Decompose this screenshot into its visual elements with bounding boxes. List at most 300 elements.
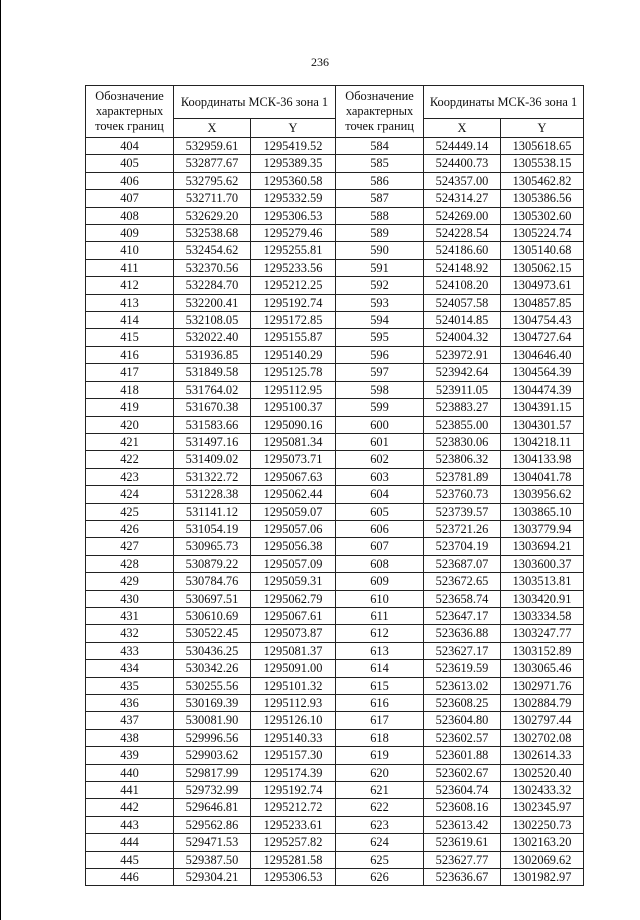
x-coord-left: 532629.20: [174, 207, 251, 224]
y-coord-right: 1305618.65: [501, 138, 584, 155]
table-row: [86, 677, 584, 694]
table-row: [86, 834, 584, 851]
point-id-left: 419: [86, 399, 174, 416]
point-id-left: 436: [86, 695, 174, 712]
point-id-right: 626: [336, 869, 424, 886]
x-coord-left: 532795.62: [174, 172, 251, 189]
point-id-left: 440: [86, 764, 174, 781]
point-id-right: 615: [336, 677, 424, 694]
y-coord-right: 1302702.08: [501, 729, 584, 746]
x-coord-right: 524004.32: [424, 329, 501, 346]
y-header-right: Y: [501, 119, 584, 138]
x-coord-left: 530697.51: [174, 590, 251, 607]
y-coord-right: 1304391.15: [501, 399, 584, 416]
y-coord-right: 1302520.40: [501, 764, 584, 781]
y-coord-right: 1302884.79: [501, 695, 584, 712]
y-coord-right: 1304973.61: [501, 277, 584, 294]
page-number: 236: [311, 55, 329, 69]
point-id-left: 435: [86, 677, 174, 694]
x-coord-left: 531228.38: [174, 486, 251, 503]
y-coord-left: 1295306.53: [251, 207, 336, 224]
table-row: [86, 747, 584, 764]
x-coord-right: 524057.58: [424, 294, 501, 311]
y-coord-left: 1295281.58: [251, 851, 336, 868]
table-row: [86, 695, 584, 712]
x-coord-right: 523627.77: [424, 851, 501, 868]
y-coord-right: 1302433.32: [501, 782, 584, 799]
coord-system-header-left: Координаты МСК-36 зона 1: [174, 86, 336, 119]
table-row: [86, 225, 584, 242]
point-id-left: 439: [86, 747, 174, 764]
x-coord-left: 529646.81: [174, 799, 251, 816]
y-coord-right: 1304041.78: [501, 468, 584, 485]
point-id-right: 594: [336, 312, 424, 329]
y-coord-right: 1303247.77: [501, 625, 584, 642]
y-coord-left: 1295056.38: [251, 538, 336, 555]
table-row: [86, 712, 584, 729]
x-coord-left: 531141.12: [174, 503, 251, 520]
y-coord-right: 1304133.98: [501, 451, 584, 468]
y-coord-left: 1295172.85: [251, 312, 336, 329]
x-coord-left: 531322.72: [174, 468, 251, 485]
point-id-left: 416: [86, 346, 174, 363]
x-coord-right: 524108.20: [424, 277, 501, 294]
x-coord-right: 523781.89: [424, 468, 501, 485]
point-id-right: 609: [336, 573, 424, 590]
y-coord-left: 1295062.79: [251, 590, 336, 607]
x-coord-right: 524269.00: [424, 207, 501, 224]
point-id-right: 614: [336, 660, 424, 677]
y-coord-right: 1305538.15: [501, 155, 584, 172]
y-coord-right: 1303779.94: [501, 520, 584, 537]
x-coord-left: 529817.99: [174, 764, 251, 781]
x-coord-left: 531497.16: [174, 433, 251, 450]
y-coord-left: 1295140.33: [251, 729, 336, 746]
x-coord-right: 523604.74: [424, 782, 501, 799]
table-row: [86, 764, 584, 781]
y-coord-right: 1302163.20: [501, 834, 584, 851]
x-coord-right: 523613.02: [424, 677, 501, 694]
point-id-right: 584: [336, 138, 424, 155]
y-coord-right: 1304474.39: [501, 381, 584, 398]
x-coord-right: 523760.73: [424, 486, 501, 503]
table-row: [86, 625, 584, 642]
x-coord-right: 524148.92: [424, 259, 501, 276]
scan-edge: [0, 0, 1, 920]
point-id-right: 592: [336, 277, 424, 294]
point-id-left: 414: [86, 312, 174, 329]
y-coord-left: 1295140.29: [251, 346, 336, 363]
point-id-right: 608: [336, 555, 424, 572]
x-coord-right: 523602.57: [424, 729, 501, 746]
point-id-left: 430: [86, 590, 174, 607]
x-coord-right: 524186.60: [424, 242, 501, 259]
x-coord-right: 523806.32: [424, 451, 501, 468]
point-id-left: 406: [86, 172, 174, 189]
y-coord-left: 1295255.81: [251, 242, 336, 259]
table-row: [86, 729, 584, 746]
y-coord-right: 1303694.21: [501, 538, 584, 555]
point-id-left: 410: [86, 242, 174, 259]
point-id-right: 585: [336, 155, 424, 172]
point-id-left: 427: [86, 538, 174, 555]
point-id-left: 420: [86, 416, 174, 433]
x-coord-right: 523602.67: [424, 764, 501, 781]
point-id-right: 612: [336, 625, 424, 642]
point-id-right: 588: [336, 207, 424, 224]
point-id-right: 618: [336, 729, 424, 746]
x-coord-left: 532200.41: [174, 294, 251, 311]
point-id-right: 620: [336, 764, 424, 781]
point-id-right: 616: [336, 695, 424, 712]
point-id-right: 619: [336, 747, 424, 764]
y-coord-right: 1304857.85: [501, 294, 584, 311]
table-row: [86, 642, 584, 659]
y-coord-left: 1295125.78: [251, 364, 336, 381]
point-id-right: 586: [336, 172, 424, 189]
point-id-left: 434: [86, 660, 174, 677]
x-coord-left: 531764.02: [174, 381, 251, 398]
point-id-right: 603: [336, 468, 424, 485]
x-coord-left: 530610.69: [174, 607, 251, 624]
x-coord-left: 530342.26: [174, 660, 251, 677]
x-coord-right: 523636.88: [424, 625, 501, 642]
x-coord-left: 529996.56: [174, 729, 251, 746]
x-coord-left: 530081.90: [174, 712, 251, 729]
x-coord-left: 531409.02: [174, 451, 251, 468]
x-coord-right: 523636.67: [424, 869, 501, 886]
point-id-left: 409: [86, 225, 174, 242]
table-row: [86, 416, 584, 433]
point-id-left: 425: [86, 503, 174, 520]
x-coord-right: 523627.17: [424, 642, 501, 659]
table-row: [86, 538, 584, 555]
x-coord-left: 531936.85: [174, 346, 251, 363]
x-coord-left: 530879.22: [174, 555, 251, 572]
y-coord-right: 1302797.44: [501, 712, 584, 729]
point-id-left: 408: [86, 207, 174, 224]
y-coord-right: 1304727.64: [501, 329, 584, 346]
table-row: [86, 138, 584, 155]
x-header-left: X: [174, 119, 251, 138]
table-row: [86, 520, 584, 537]
x-coord-right: 524357.00: [424, 172, 501, 189]
y-coord-right: 1301982.97: [501, 869, 584, 886]
point-id-right: 625: [336, 851, 424, 868]
table-row: [86, 590, 584, 607]
x-coord-left: 531670.38: [174, 399, 251, 416]
x-coord-right: 524449.14: [424, 138, 501, 155]
point-id-right: 605: [336, 503, 424, 520]
table-row: [86, 242, 584, 259]
x-coord-right: 523687.07: [424, 555, 501, 572]
y-coord-left: 1295059.07: [251, 503, 336, 520]
coordinates-table: [85, 85, 584, 886]
point-id-left: 429: [86, 573, 174, 590]
y-coord-left: 1295389.35: [251, 155, 336, 172]
table-row: [86, 607, 584, 624]
y-coord-left: 1295081.34: [251, 433, 336, 450]
point-id-right: 596: [336, 346, 424, 363]
point-id-right: 595: [336, 329, 424, 346]
point-id-right: 613: [336, 642, 424, 659]
y-coord-left: 1295112.93: [251, 695, 336, 712]
table-row: [86, 190, 584, 207]
table-row: [86, 573, 584, 590]
table-row: [86, 782, 584, 799]
y-coord-right: 1305224.74: [501, 225, 584, 242]
point-id-left: 404: [86, 138, 174, 155]
y-coord-right: 1303152.89: [501, 642, 584, 659]
y-coord-left: 1295057.09: [251, 555, 336, 572]
y-coord-left: 1295101.32: [251, 677, 336, 694]
point-id-left: 421: [86, 433, 174, 450]
y-coord-left: 1295306.53: [251, 869, 336, 886]
table-row: [86, 364, 584, 381]
x-coord-left: 530522.45: [174, 625, 251, 642]
x-coord-left: 529903.62: [174, 747, 251, 764]
x-coord-left: 532022.40: [174, 329, 251, 346]
table-row: [86, 816, 584, 833]
table-row: [86, 294, 584, 311]
point-id-right: 606: [336, 520, 424, 537]
x-coord-left: 532538.68: [174, 225, 251, 242]
y-coord-right: 1303334.58: [501, 607, 584, 624]
table-row: [86, 381, 584, 398]
x-coord-left: 532959.61: [174, 138, 251, 155]
y-coord-right: 1305302.60: [501, 207, 584, 224]
point-id-left: 411: [86, 259, 174, 276]
x-coord-left: 531849.58: [174, 364, 251, 381]
x-coord-right: 524314.27: [424, 190, 501, 207]
x-coord-right: 523672.65: [424, 573, 501, 590]
point-id-left: 424: [86, 486, 174, 503]
point-id-right: 607: [336, 538, 424, 555]
x-coord-left: 532454.62: [174, 242, 251, 259]
table-row: [86, 555, 584, 572]
point-id-left: 417: [86, 364, 174, 381]
x-coord-left: 532284.70: [174, 277, 251, 294]
x-coord-right: 523647.17: [424, 607, 501, 624]
x-header-right: X: [424, 119, 501, 138]
point-id-right: 624: [336, 834, 424, 851]
y-coord-left: 1295100.37: [251, 399, 336, 416]
y-coord-left: 1295192.74: [251, 294, 336, 311]
y-coord-left: 1295233.56: [251, 259, 336, 276]
x-coord-right: 524014.85: [424, 312, 501, 329]
x-coord-right: 523608.16: [424, 799, 501, 816]
point-id-right: 591: [336, 259, 424, 276]
y-coord-left: 1295059.31: [251, 573, 336, 590]
x-coord-right: 523613.42: [424, 816, 501, 833]
point-id-left: 446: [86, 869, 174, 886]
x-coord-right: 523911.05: [424, 381, 501, 398]
table-row: [86, 346, 584, 363]
y-coord-left: 1295081.37: [251, 642, 336, 659]
point-id-left: 433: [86, 642, 174, 659]
y-coord-right: 1303065.46: [501, 660, 584, 677]
y-coord-right: 1304754.43: [501, 312, 584, 329]
x-coord-right: 523604.80: [424, 712, 501, 729]
y-coord-left: 1295332.59: [251, 190, 336, 207]
x-coord-right: 523704.19: [424, 538, 501, 555]
y-coord-right: 1303865.10: [501, 503, 584, 520]
point-id-left: 432: [86, 625, 174, 642]
point-id-left: 407: [86, 190, 174, 207]
coord-system-header-right: Координаты МСК-36 зона 1: [424, 86, 584, 119]
x-coord-right: 523619.59: [424, 660, 501, 677]
point-id-right: 610: [336, 590, 424, 607]
y-coord-right: 1304564.39: [501, 364, 584, 381]
y-coord-left: 1295091.00: [251, 660, 336, 677]
point-id-right: 617: [336, 712, 424, 729]
y-coord-right: 1302069.62: [501, 851, 584, 868]
table-row: [86, 486, 584, 503]
point-id-right: 589: [336, 225, 424, 242]
y-coord-right: 1304646.40: [501, 346, 584, 363]
point-id-right: 600: [336, 416, 424, 433]
y-coord-right: 1305062.15: [501, 259, 584, 276]
y-coord-left: 1295155.87: [251, 329, 336, 346]
x-coord-right: 523658.74: [424, 590, 501, 607]
x-coord-left: 531054.19: [174, 520, 251, 537]
x-coord-right: 524400.73: [424, 155, 501, 172]
point-id-right: 597: [336, 364, 424, 381]
table-row: [86, 172, 584, 189]
y-header-left: Y: [251, 119, 336, 138]
x-coord-left: 530784.76: [174, 573, 251, 590]
y-coord-left: 1295174.39: [251, 764, 336, 781]
y-coord-left: 1295126.10: [251, 712, 336, 729]
table-row: [86, 660, 584, 677]
point-id-left: 422: [86, 451, 174, 468]
x-coord-left: 529471.53: [174, 834, 251, 851]
point-id-left: 428: [86, 555, 174, 572]
y-coord-left: 1295192.74: [251, 782, 336, 799]
y-coord-left: 1295212.72: [251, 799, 336, 816]
y-coord-left: 1295067.61: [251, 607, 336, 624]
y-coord-left: 1295067.63: [251, 468, 336, 485]
y-coord-right: 1303420.91: [501, 590, 584, 607]
point-id-right: 593: [336, 294, 424, 311]
points-header-right: Обозначение характерных точек границ: [336, 86, 424, 138]
point-id-left: 442: [86, 799, 174, 816]
table-row: [86, 259, 584, 276]
y-coord-right: 1302971.76: [501, 677, 584, 694]
table-row: [86, 155, 584, 172]
x-coord-left: 532711.70: [174, 190, 251, 207]
x-coord-left: 531583.66: [174, 416, 251, 433]
point-id-right: 622: [336, 799, 424, 816]
point-id-left: 437: [86, 712, 174, 729]
point-id-right: 623: [336, 816, 424, 833]
point-id-left: 412: [86, 277, 174, 294]
y-coord-right: 1304301.57: [501, 416, 584, 433]
point-id-left: 423: [86, 468, 174, 485]
x-coord-left: 532877.67: [174, 155, 251, 172]
y-coord-left: 1295157.30: [251, 747, 336, 764]
y-coord-left: 1295279.46: [251, 225, 336, 242]
y-coord-right: 1302614.33: [501, 747, 584, 764]
x-coord-right: 523619.61: [424, 834, 501, 851]
point-id-right: 599: [336, 399, 424, 416]
table-row: [86, 399, 584, 416]
x-coord-left: 529387.50: [174, 851, 251, 868]
table-row: [86, 312, 584, 329]
y-coord-left: 1295090.16: [251, 416, 336, 433]
y-coord-right: 1305462.82: [501, 172, 584, 189]
x-coord-right: 523972.91: [424, 346, 501, 363]
table-row: [86, 869, 584, 886]
table-row: [86, 851, 584, 868]
table-row: [86, 503, 584, 520]
x-coord-right: 523608.25: [424, 695, 501, 712]
table-row: [86, 329, 584, 346]
point-id-left: 431: [86, 607, 174, 624]
y-coord-right: 1303956.62: [501, 486, 584, 503]
x-coord-left: 530255.56: [174, 677, 251, 694]
x-coord-left: 529732.99: [174, 782, 251, 799]
point-id-right: 604: [336, 486, 424, 503]
x-coord-right: 523721.26: [424, 520, 501, 537]
point-id-left: 413: [86, 294, 174, 311]
y-coord-right: 1302345.97: [501, 799, 584, 816]
y-coord-left: 1295073.71: [251, 451, 336, 468]
point-id-left: 443: [86, 816, 174, 833]
y-coord-left: 1295233.61: [251, 816, 336, 833]
point-id-left: 445: [86, 851, 174, 868]
x-coord-left: 530169.39: [174, 695, 251, 712]
point-id-right: 598: [336, 381, 424, 398]
point-id-right: 587: [336, 190, 424, 207]
x-coord-right: 523883.27: [424, 399, 501, 416]
table-row: [86, 277, 584, 294]
y-coord-left: 1295212.25: [251, 277, 336, 294]
point-id-left: 405: [86, 155, 174, 172]
x-coord-left: 532370.56: [174, 259, 251, 276]
y-coord-right: 1305140.68: [501, 242, 584, 259]
point-id-left: 441: [86, 782, 174, 799]
point-id-right: 621: [336, 782, 424, 799]
point-id-left: 444: [86, 834, 174, 851]
table-row: [86, 799, 584, 816]
y-coord-left: 1295062.44: [251, 486, 336, 503]
y-coord-right: 1303513.81: [501, 573, 584, 590]
x-coord-right: 523739.57: [424, 503, 501, 520]
x-coord-right: 523830.06: [424, 433, 501, 450]
y-coord-left: 1295112.95: [251, 381, 336, 398]
x-coord-left: 532108.05: [174, 312, 251, 329]
y-coord-left: 1295057.06: [251, 520, 336, 537]
y-coord-left: 1295073.87: [251, 625, 336, 642]
points-header-left: Обозначение характерных точек границ: [86, 86, 174, 138]
x-coord-right: 523601.88: [424, 747, 501, 764]
point-id-right: 590: [336, 242, 424, 259]
point-id-left: 418: [86, 381, 174, 398]
y-coord-right: 1304218.11: [501, 433, 584, 450]
table-row: [86, 468, 584, 485]
x-coord-left: 530965.73: [174, 538, 251, 555]
y-coord-right: 1302250.73: [501, 816, 584, 833]
table-row: [86, 207, 584, 224]
y-coord-right: 1303600.37: [501, 555, 584, 572]
x-coord-right: 523942.64: [424, 364, 501, 381]
table-row: [86, 451, 584, 468]
point-id-right: 601: [336, 433, 424, 450]
table-row: [86, 433, 584, 450]
point-id-right: 602: [336, 451, 424, 468]
y-coord-right: 1305386.56: [501, 190, 584, 207]
